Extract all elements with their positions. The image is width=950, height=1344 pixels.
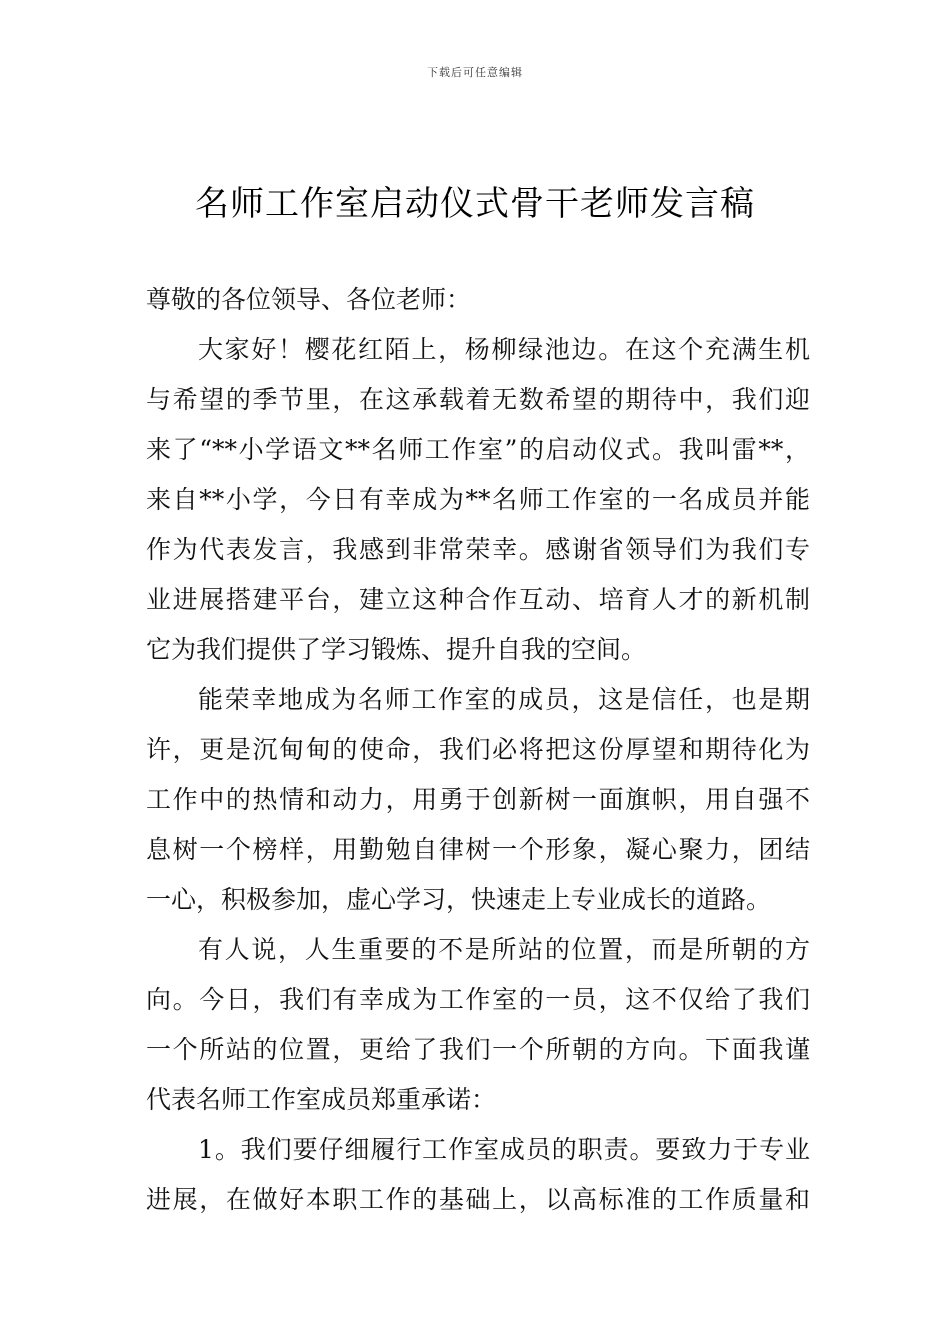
page-header-note: 下载后可任意编辑 <box>427 66 523 79</box>
document-title: 名师工作室启动仪式骨干老师发言稿 <box>195 184 755 224</box>
paragraph-line: 来自**小学，今日有幸成为**名师工作室的一名成员并能 <box>146 485 810 514</box>
paragraph-line: 一个所站的位置，更给了我们一个所朝的方向。下面我谨 <box>146 1035 810 1064</box>
paragraph-line: 进展，在做好本职工作的基础上，以高标准的工作质量和 <box>146 1185 810 1214</box>
paragraph-line: 向。今日，我们有幸成为工作室的一员，这不仅给了我们 <box>146 985 810 1014</box>
paragraph-line: 有人说，人生重要的不是所站的位置，而是所朝的方 <box>198 935 810 964</box>
paragraph-line: 它为我们提供了学习锻炼、提升自我的空间。 <box>146 635 647 664</box>
paragraph-line: 工作中的热情和动力，用勇于创新树一面旗帜，用自强不 <box>146 785 810 814</box>
paragraph-line: 一心，积极参加，虚心学习，快速走上专业成长的道路。 <box>146 885 772 914</box>
paragraph-line: 代表名师工作室成员郑重承诺： <box>146 1085 497 1114</box>
paragraph-line: 作为代表发言，我感到非常荣幸。感谢省领导们为我们专 <box>146 535 810 564</box>
document-body <box>146 275 810 1225</box>
paragraph-line: 与希望的季节里，在这承载着无数希望的期待中，我们迎 <box>146 385 810 414</box>
paragraph-line: 1。我们要仔细履行工作室成员的职责。要致力于专业 <box>198 1135 810 1164</box>
paragraph-line: 业进展搭建平台，建立这种合作互动、培育人才的新机制 <box>146 585 810 614</box>
paragraph-line: 息树一个榜样，用勤勉自律树一个形象，凝心聚力，团结 <box>146 835 810 864</box>
paragraph-line: 许，更是沉甸甸的使命，我们必将把这份厚望和期待化为 <box>146 735 810 764</box>
salutation-line: 尊敬的各位领导、各位老师： <box>146 285 472 314</box>
paragraph-line: 来了“**小学语文**名师工作室”的启动仪式。我叫雷**， <box>146 435 810 464</box>
paragraph-line: 大家好！樱花红陌上，杨柳绿池边。在这个充满生机 <box>198 335 810 364</box>
paragraph-line: 能荣幸地成为名师工作室的成员，这是信任，也是期 <box>198 685 810 714</box>
